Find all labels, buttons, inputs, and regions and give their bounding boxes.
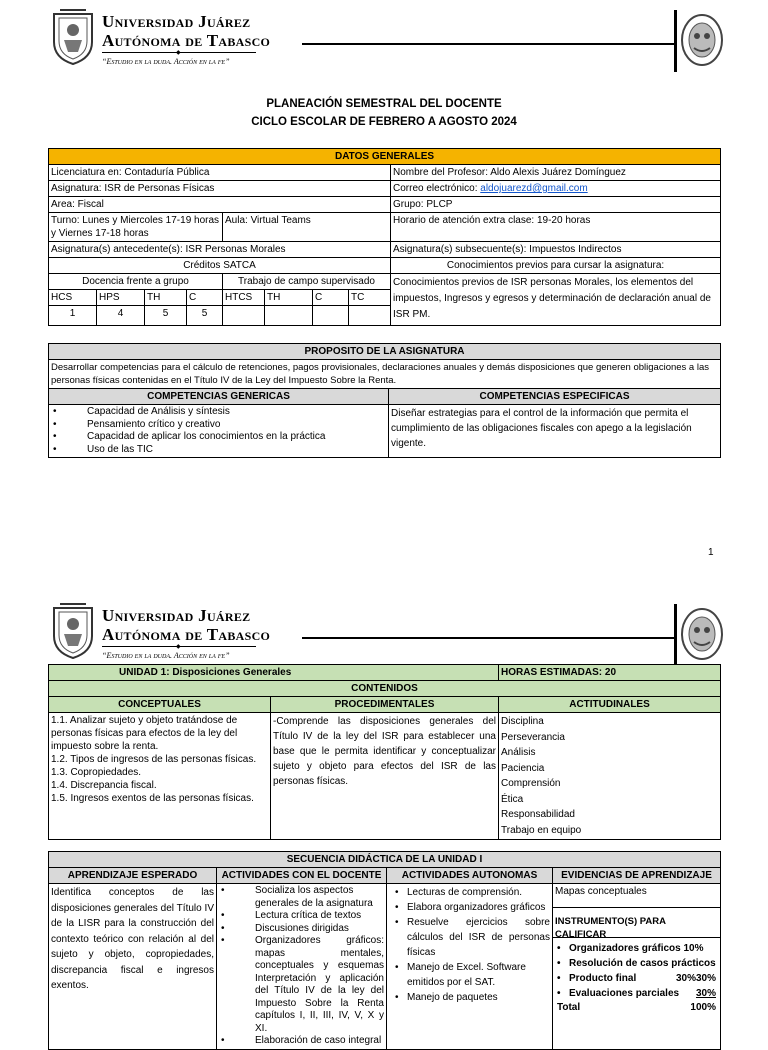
competencias-genericas-heading: COMPETENCIAS GENERICAS [49,389,389,405]
area-cell: Area: Fiscal [49,197,391,213]
horario-cell: Horario de atención extra clase: 19-20 horas [391,213,721,242]
list-item: • Organizadores gráficos 10% [557,941,716,956]
credit-value [313,306,349,326]
list-item: 1.4. Discrepancia fiscal. [51,780,157,791]
list-item: • Lecturas de comprensión. [395,885,550,900]
diamond-icon: ◆ [176,644,181,650]
list-item: Análisis [501,747,536,758]
list-item: • Socializa los aspectos generales de la asignatura [219,885,384,910]
competencias-especificas-cell: Diseñar estrategias para el control de la información que permita el cumplimiento de las obligaciones fiscales con apego a la legislación vigente. [389,405,721,458]
datos-generales-heading: DATOS GENERALES [49,149,721,165]
document-title: PLANEACIÓN SEMESTRAL DEL DOCENTE [266,98,502,110]
evidencias-text: Mapas conceptuales [553,884,720,908]
email-link[interactable]: aldojuarezd@gmail.com [480,183,588,194]
credit-col-header: TH [145,290,187,306]
horas-estimadas: HORAS ESTIMADAS: 20 [499,665,721,681]
credit-col-header: HPS [97,290,145,306]
page-header [0,0,768,80]
list-item: 1.5. Ingresos exentos de las personas físicas. [51,793,254,804]
credit-value: 4 [97,306,145,326]
university-emblem-icon [680,12,724,68]
list-item: • Capacidad de aplicar los conocimientos en la práctica [51,431,386,444]
list-item: Ética [501,793,524,805]
diamond-icon: ◆ [176,50,181,56]
unidad-table [48,664,721,840]
actividades-docente-heading: ACTIVIDADES CON EL DOCENTE [217,868,387,884]
actividades-autonomas-heading: ACTIVIDADES AUTONOMAS [387,868,553,884]
credit-col-header: C [313,290,349,306]
list-item: • Elabora organizadores gráficos [395,900,550,915]
unidad-title: UNIDAD 1: Disposiciones Generales [49,665,499,681]
credit-value: 1 [49,306,97,326]
proposito-text: Desarrollar competencias para el cálculo de retenciones, pagos provisionales, declaraciones anuales y demás disposiciones que generen obligaciones a las personas físicas contenidas en el Título IV de la Ley del Impuesto Sobre la Renta. [49,360,721,389]
list-item: • Organizadores gráficos: mapas mentales, conceptuales y esquemas Interpretación y aplicación del Título IV de la ley del Impuesto Sobre la Renta capítulos I, II, III, IV, V, X y XI. [219,935,384,1035]
list-item: • Capacidad de Análisis y síntesis [51,406,386,419]
list-item: 1.3. Copropiedades. [51,767,142,778]
actividades-autonomas-cell [387,884,553,1050]
conocimientos-label-cell: Conocimientos previos para cursar la asignatura: [391,258,721,274]
procedimentales-heading: PROCEDIMENTALES [271,697,499,713]
list-item: • Uso de las TIC [51,444,386,457]
university-seal-icon [50,8,96,66]
university-name: Universidad Juárez Autónoma de Tabasco [102,606,271,644]
actitudinales-cell [499,713,721,840]
credit-col-header: HTCS [223,290,265,306]
actitudinales-heading: ACTITUDINALES [499,697,721,713]
credit-value: 5 [187,306,223,326]
instrumento-heading: INSTRUMENTO(S) PARA CALIFICAR [553,908,720,938]
evidencias-cell [553,884,721,1050]
list-item: • Lectura crítica de textos [219,910,384,923]
aprendizaje-cell: Identifica conceptos de las disposiciones generales del Título IV de la LISR para la construcción del contexto teórico con relación al del sujeto y objeto, copropiedades, discrepancia fiscal e ingresos exentos. [49,884,217,1050]
proposito-heading: PROPOSITO DE LA ASIGNATURA [49,344,721,360]
list-item: Trabajo en equipo [501,824,582,836]
total-row: Total 100% [557,1002,716,1013]
competencias-genericas-cell [49,405,389,458]
secuencia-heading: SECUENCIA DIDÁCTICA DE LA UNIDAD I [49,852,721,868]
page-number: 1 [708,547,714,558]
conceptuales-heading: CONCEPTUALES [49,697,271,713]
header-rule [302,43,675,45]
contenidos-heading: CONTENIDOS [49,681,721,697]
docencia-cell: Docencia frente a grupo [49,274,223,290]
aprendizaje-heading: APRENDIZAJE ESPERADO [49,868,217,884]
datos-generales-table [48,148,721,326]
credit-col-header: TC [349,290,391,306]
criterios-list [553,938,720,1001]
subsecuente-cell: Asignatura(s) subsecuente(s): Impuestos Indirectos [391,242,721,258]
aula-cell: Aula: Virtual Teams [223,213,391,242]
grupo-cell: Grupo: PLCP [391,197,721,213]
header-bar [674,604,677,666]
actividades-docente-cell [217,884,387,1050]
credit-value [223,306,265,326]
page-header [0,594,768,674]
procedimentales-cell: -Comprende las disposiciones generales del Título IV de la ley del ISR para establecer una base que le permita identificar y conceptualizar sujeto y objeto para efectos del ISR de las personas físicas. [271,713,499,840]
list-item: • Producto final 30% [557,971,716,986]
list-item: Comprensión [501,778,561,789]
turno-cell: Turno: Lunes y Miercoles 17-19 horas y Viernes 17-18 horas [49,213,223,242]
university-name: Universidad Juárez Autónoma de Tabasco [102,12,271,50]
page-2 [0,594,768,674]
list-item: • Evaluaciones parciales 30% [557,986,716,1001]
university-seal-icon [50,602,96,660]
list-item: • Elaboración de caso integral [219,1035,384,1048]
antecedente-cell: Asignatura(s) antecedente(s): ISR Personas Morales [49,242,391,258]
evidencias-heading: EVIDENCIAS DE APRENDIZAJE [553,868,721,884]
secuencia-table [48,851,721,1050]
credit-value [265,306,313,326]
university-emblem-icon [680,606,724,662]
list-item: Perseverancia [501,731,565,743]
credit-col-header: HCS [49,290,97,306]
profesor-cell: Nombre del Profesor: Aldo Alexis Juárez Domínguez [391,165,721,181]
competencias-especificas-heading: COMPETENCIAS ESPECIFICAS [389,389,721,405]
list-item: Paciencia [501,762,545,774]
list-item: • Manejo de paquetes [395,990,550,1005]
university-motto: “Estudio en la duda. Acción en la fe” [102,57,230,66]
correo-cell: Correo electrónico: aldojuarezd@gmail.com [391,181,721,197]
list-item: • Discusiones dirigidas [219,923,384,936]
credit-value [349,306,391,326]
list-item: • Pensamiento crítico y creativo [51,419,386,432]
proposito-table [48,343,721,458]
asignatura-cell: Asignatura: ISR de Personas Físicas [49,181,391,197]
credit-col-header: TH [265,290,313,306]
header-rule [302,637,675,639]
document-subtitle: CICLO ESCOLAR DE FEBRERO A AGOSTO 2024 [251,116,517,128]
licenciatura-cell: Licenciatura en: Contaduría Pública [49,165,391,181]
credit-col-header: C [187,290,223,306]
university-motto: “Estudio en la duda. Acción en la fe” [102,651,230,660]
credit-value: 5 [145,306,187,326]
conceptuales-cell [49,713,271,840]
list-item: Disciplina [501,716,544,727]
list-item: Responsabilidad [501,809,575,820]
campo-cell: Trabajo de campo supervisado [223,274,391,290]
list-item: 1.1. Analizar sujeto y objeto tratándose de personas físicas para efectos de la ley del impuesto sobre la renta. [51,715,238,752]
list-item: 1.2. Tipos de ingresos de las personas físicas. [51,754,257,765]
creditos-cell: Créditos SATCA [49,258,391,274]
list-item: • Manejo de Excel. Software emitidos por el SAT. [395,960,550,990]
list-item: • Resolución de casos prácticos 30% [557,956,716,971]
header-bar [674,10,677,72]
conocimientos-text-cell: Conocimientos previos de ISR personas Morales, los elementos del impuestos, Ingresos y egresos y determinación de declaración anual de ISR PM. [391,274,721,326]
list-item: • Resuelve ejercicios sobre cálculos del ISR de personas físicas [395,915,550,960]
